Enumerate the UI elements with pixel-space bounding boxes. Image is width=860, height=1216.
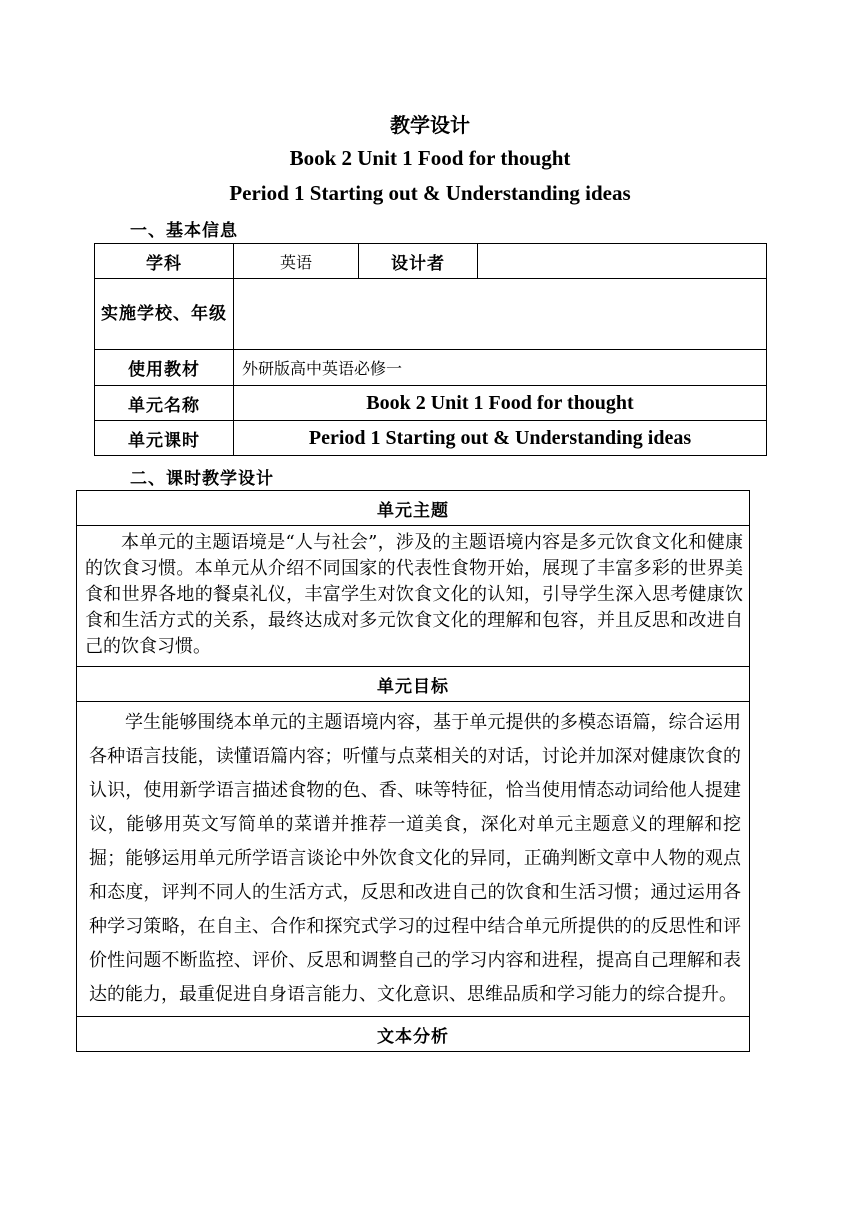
period-title: Period 1 Starting out & Understanding ideas	[229, 181, 631, 205]
unit-goals-text: 学生能够围绕本单元的主题语境内容，基于单元提供的多模态语篇，综合运用各种语言技能，读懂语篇内容；听懂与点菜相关的对话，讨论并加深对健康饮食的认识，使用新学语言描述食物的色、香、味等特征，恰当使用情态动词给他人提建议，能够用英文写简单的菜谱并推荐一道美食，深化对单元主题意义的理解和挖掘；能够运用单元所学语言谈论中外饮食文化的异同，正确判断文章中人物的观点和态度，评判不同人的生活方式，反思和改进自己的饮食和生活习惯；通过运用各种学习策略，在自主、合作和探究式学习的过程中结合单元所提供的的反思性和评价性问题不断监控、评价、反思和调整自己的学习内容和进程，提高自己理解和表达的能力，最重促进自身语言能力、文化意识、思维品质和学习能力的综合提升。	[89, 712, 741, 1005]
unit-theme-text: 本单元的主题语境是“人与社会”，涉及的主题语境内容是多元饮食文化和健康的饮食习惯。本单元从介绍不同国家的代表性食物开始，展现了丰富多彩的世界美食和世界各地的餐桌礼仪，丰富学生对饮食文化的认知，引导学生深入思考健康饮食和生活方式的关系，最终达成对多元饮食文化的理解和包容，并且反思和改进自己的饮食习惯。	[85, 532, 743, 657]
subject-value: 英语	[234, 244, 359, 279]
section-heading-lesson-design: 二、课时教学设计	[130, 469, 274, 489]
document-title: 教学设计	[390, 113, 470, 137]
textbook-value: 外研版高中英语必修一	[234, 350, 767, 386]
unit-goals-heading: 单元目标	[77, 667, 750, 702]
unit-theme-cell	[77, 526, 750, 667]
designer-label: 设计者	[359, 244, 478, 279]
designer-value	[478, 244, 767, 279]
unit-name-value: Book 2 Unit 1 Food for thought	[234, 386, 767, 421]
school-grade-value	[234, 279, 767, 350]
school-grade-label: 实施学校、年级	[95, 279, 234, 350]
lesson-design-table	[76, 490, 750, 1052]
unit-theme-heading: 单元主题	[77, 491, 750, 526]
unit-goals-cell	[77, 702, 750, 1017]
basic-info-table	[94, 243, 767, 456]
unit-period-label: 单元课时	[95, 421, 234, 456]
text-analysis-heading: 文本分析	[77, 1017, 750, 1052]
section-heading-basic-info: 一、基本信息	[130, 221, 238, 241]
textbook-label: 使用教材	[95, 350, 234, 386]
unit-title: Book 2 Unit 1 Food for thought	[289, 146, 571, 170]
subject-label: 学科	[95, 244, 234, 279]
unit-period-value: Period 1 Starting out & Understanding ideas	[234, 421, 767, 456]
unit-name-label: 单元名称	[95, 386, 234, 421]
